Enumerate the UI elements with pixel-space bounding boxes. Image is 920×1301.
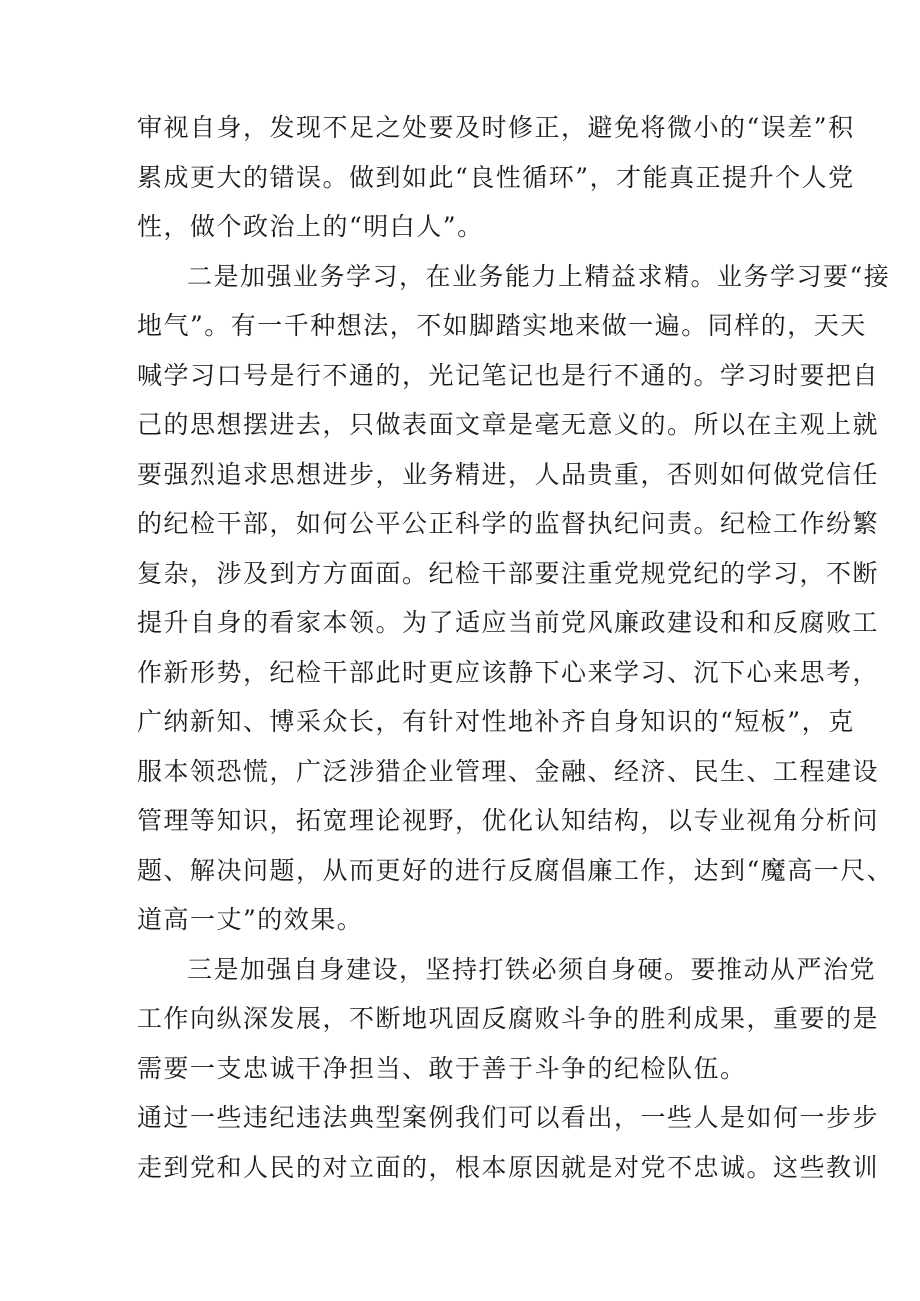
- text-line: 管理等知识，拓宽理论视野，优化认知结构，以专业视角分析问: [137, 806, 880, 835]
- paragraph-first-line: 二是加强业务学习，在业务能力上精益求精。业务学习要“接: [187, 262, 891, 291]
- text-line: 审视自身，发现不足之处要及时修正，避免将微小的“误差”积: [137, 113, 855, 142]
- paragraph-first-line: 三是加强自身建设，坚持打铁必须自身硬。要推动从严治党: [187, 955, 877, 984]
- text-line: 题、解决问题，从而更好的进行反腐倡廉工作，达到“魔高一尺、: [137, 856, 894, 885]
- text-line: 服本领恐慌，广泛涉猎企业管理、金融、经济、民生、工程建设: [137, 757, 880, 786]
- text-line: 要强烈追求思想进步，业务精进，人品贵重，否则如何做党信任: [137, 460, 880, 489]
- text-line: 作新形势，纪检干部此时更应该静下心来学习、沉下心来思考，: [137, 658, 880, 687]
- text-line: 复杂，涉及到方方面面。纪检干部要注重党规党纪的学习，不断: [137, 559, 880, 588]
- text-line: 喊学习口号是行不通的，光记笔记也是行不通的。学习时要把自: [137, 361, 880, 390]
- text-line: 地气”。有一千种想法，不如脚踏实地来做一遍。同样的，天天: [137, 311, 867, 340]
- text-line: 道高一丈”的效果。: [137, 905, 364, 934]
- text-line: 的纪检干部，如何公平公正科学的监督执纪问责。纪检工作纷繁: [137, 509, 880, 538]
- text-line: 累成更大的错误。做到如此“良性循环”，才能真正提升个人党: [137, 163, 855, 192]
- text-line: 需要一支忠诚干净担当、敢于善于斗争的纪检队伍。: [137, 1054, 747, 1083]
- text-line: 广纳新知、博采众长，有针对性地补齐自身知识的“短板”，克: [137, 707, 855, 736]
- text-line: 走到党和人民的对立面的，根本原因就是对党不忠诚。这些教训: [137, 1153, 880, 1182]
- text-line: 己的思想摆进去，只做表面文章是毫无意义的。所以在主观上就: [137, 410, 880, 439]
- text-line: 通过一些违纪违法典型案例我们可以看出，一些人是如何一步步: [137, 1103, 880, 1132]
- text-line: 提升自身的看家本领。为了适应当前党风廉政建设和和反腐败工: [137, 608, 880, 637]
- text-line: 工作向纵深发展，不断地巩固反腐败斗争的胜利成果，重要的是: [137, 1004, 880, 1033]
- text-line: 性，做个政治上的“明白人”。: [137, 212, 484, 241]
